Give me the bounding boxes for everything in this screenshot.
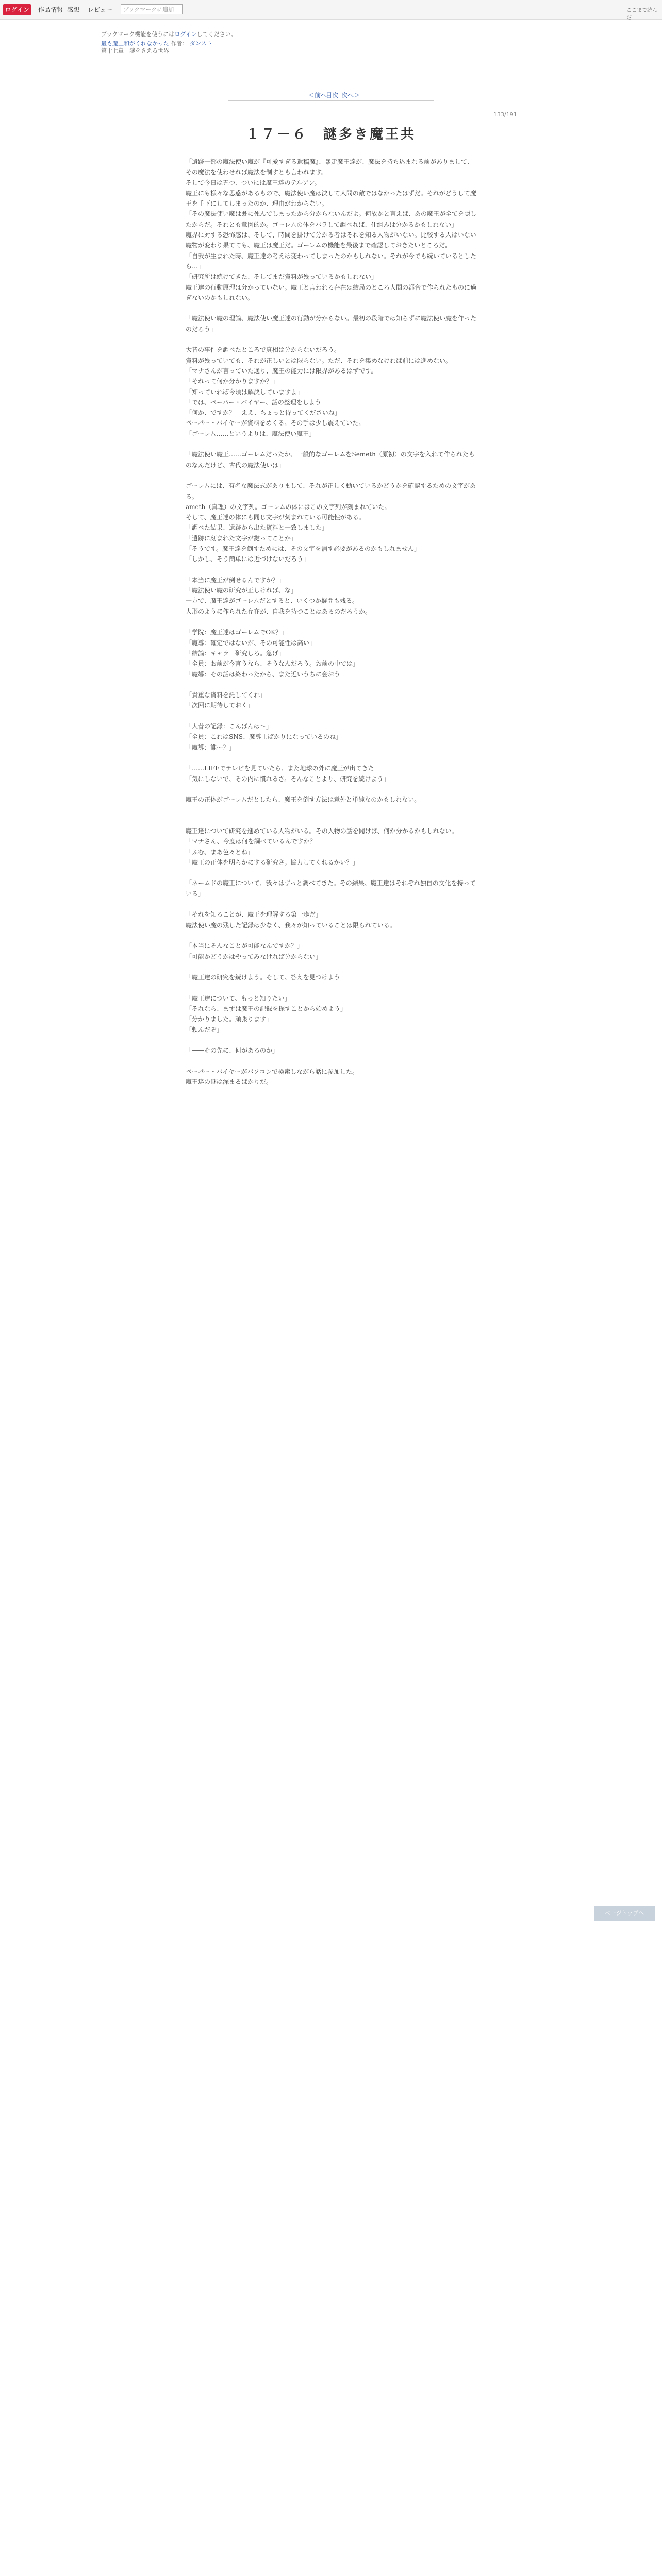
body-paragraph: 「マナさん、今度は何を調べているんですか？」	[186, 838, 322, 845]
body-paragraph	[186, 784, 476, 794]
body-paragraph: 「しかし、そう簡単には近づけないだろう」	[186, 555, 310, 563]
body-paragraph: ペーパー・バイヤーがパソコンで検索しながら話に参加した。	[186, 1067, 359, 1075]
body-paragraph: 「ゴーレム……というよりは、魔法使い魔王」	[186, 430, 316, 437]
chapter-group-title: 第十七章 謎をさえる世界	[101, 47, 169, 54]
body-paragraph: 「遺跡に刻まれた文字が鍵ってことか」	[186, 534, 297, 542]
body-paragraph: 「ネームドの魔王について、我々はずっと調べてきた。その結果、魔王達はそれぞれ独自の文化を持っている」	[186, 879, 476, 897]
body-paragraph: 「可能かどうかはやってみなければ分からない」	[186, 953, 322, 960]
body-paragraph: 「全員：これはSNS、魔導士ばかりになっているのね」	[186, 733, 342, 741]
body-paragraph: 「――その先に、何があるのか」	[186, 1047, 279, 1055]
nav-impressions[interactable]: 感想	[67, 6, 80, 13]
body-paragraph: そして、魔王達の体にも同じ文字が刻まれている可能性がある。	[186, 514, 365, 521]
body-paragraph: 「魔導：その話は終わったから、また近いうちに会おう」	[186, 670, 346, 678]
body-paragraph: 大昔の事件を調べたところで真相は分からないだろう。	[186, 346, 340, 354]
body-paragraph: 「ふむ、まあ色々とね」	[186, 848, 254, 856]
nav-work-info[interactable]: 作品情報	[38, 6, 63, 13]
body-paragraph: 「それを知ることが、魔王を理解する第一歩だ」	[186, 911, 322, 919]
body-paragraph: 「全員：お前が今言うなら、そうなんだろう。お前の中では」	[186, 660, 359, 668]
page-top-button[interactable]: ページトップへ	[594, 1906, 655, 1921]
next-link[interactable]: 次へ＞	[341, 92, 360, 99]
body-paragraph: 「……LIFEでテレビを見ていたら、また地球の外に魔王が出てきた」	[186, 765, 380, 772]
body-paragraph: 魔界に対する恐怖感は、そして、時間を掛けて分かる者はそれを知る人物がいない。比較する人はいない	[186, 231, 476, 239]
body-paragraph	[186, 565, 476, 575]
body-paragraph: 「知っていれば今頃は解決していますよ」	[186, 388, 304, 396]
login-button[interactable]: ログイン	[3, 4, 31, 15]
body-paragraph	[186, 711, 476, 721]
body-paragraph	[186, 617, 476, 627]
body-paragraph: 魔王達の行動原理は分かっていない。魔王と言われる存在は結局のところ人間の都合で作られたものに過ぎないのかもしれない。	[186, 283, 477, 301]
body-paragraph: ペーパー・バイヤーが資料をめくる。その手は少し震えていた。	[186, 419, 365, 427]
body-paragraph: 「では、ペーパー・バイヤー、話の整理をしよう」	[186, 398, 327, 406]
series-title-link[interactable]: 最も魔王和がくれなかった	[101, 40, 169, 47]
body-paragraph: 「大昔の記録：こんばんは～」	[186, 723, 273, 731]
page-number: 133/191	[493, 111, 517, 118]
nav-reviews[interactable]: レビュー	[88, 6, 113, 13]
body-paragraph: 資料が残っていても、それが正しいとは限らない。ただ、それを集めなければ前には進めない。	[186, 357, 452, 364]
body-paragraph	[186, 334, 476, 345]
body-paragraph: 「学院：魔王達はゴーレムでOK？」	[186, 629, 288, 636]
body-paragraph: 「本当に魔王が倒せるんですか？」	[186, 576, 285, 584]
body-paragraph	[186, 816, 476, 826]
body-paragraph: 「何か、ですか？ ええ、ちょっと待ってくださいね」	[186, 409, 341, 417]
body-paragraph: 「魔法使い魔王……ゴーレムだったか、一般的なゴーレムをSemeth（原初）の文字を入れて作られたものなんだけど、古代の魔法使いは」	[186, 451, 475, 469]
body-paragraph: 「調べた結果、遺跡から出た資料と一致しました」	[186, 524, 328, 532]
body-paragraph: 魔王の正体がゴーレムだとしたら、魔王を倒す方法は意外と単純なのかもしれない。	[186, 796, 421, 804]
body-paragraph: ゴーレムには、有名な魔法式がありまして、それが正しく動いているかどうかを確認するための文字がある。	[186, 482, 476, 500]
bookmark-add-input[interactable]: ブックマークに追加	[121, 4, 183, 14]
body-paragraph	[186, 470, 476, 481]
body-paragraph: 「頼んだぞ」	[186, 1026, 223, 1033]
body-paragraph	[186, 899, 476, 909]
body-paragraph	[186, 1035, 476, 1045]
body-paragraph: ameth（真理）の文字列。ゴーレムの体にはこの文字列が刻まれていた。	[186, 503, 391, 511]
body-paragraph: 「結論：キャラ 研究しろ。急げ」	[186, 649, 285, 657]
body-paragraph	[186, 868, 476, 878]
body-paragraph: 「それって何か分かりますか？」	[186, 378, 279, 385]
author-label: 作者：	[171, 40, 188, 47]
body-paragraph: そして今日は五つ、ついには魔王達のテルアン。	[186, 179, 321, 187]
body-paragraph: 「そうです。魔王達を倒すためには、その文字を消す必要があるのかもしれません」	[186, 545, 421, 552]
body-paragraph	[186, 680, 476, 690]
body-paragraph	[186, 753, 476, 763]
body-paragraph: 魔法使い魔の残した記録は少なく、我々が知っていることは限られている。	[186, 921, 396, 929]
chapter-title: １７－６ 謎多き魔王共	[245, 127, 416, 142]
body-paragraph: 「魔導：確定ではないが、その可能性は高い」	[186, 639, 316, 647]
body-paragraph: 「マナさんが言っていた通り、魔王の能力には限界があるはずです。	[186, 367, 377, 375]
body-paragraph: 魔王にも様々な思惑があるもので、魔法使い魔は決して人間の敵ではなかったはずだ。それがどうして魔王を手下にしてしまったのか、理由がわからない。	[186, 189, 476, 208]
notice-suffix: してください。	[196, 31, 237, 38]
body-paragraph: 「次回に期待しておく」	[186, 702, 254, 709]
body-paragraph	[186, 962, 476, 972]
body-paragraph: 「研究所は続けてきた、そしてまだ資料が残っているかもしれない」	[186, 273, 378, 281]
body-paragraph: 魔物が変わり果てても、魔王は魔王だ。ゴーレムの機能を最後まで確認しておきたいところだ。	[186, 242, 452, 249]
body-paragraph	[186, 303, 476, 313]
top-nav-bar	[0, 0, 662, 20]
body-paragraph: 人形のように作られた存在が、自我を持つことはあるのだろうか。	[186, 607, 372, 615]
body-paragraph	[186, 930, 476, 941]
body-paragraph	[186, 439, 476, 449]
body-paragraph: 「分かりました。頑張ります」	[186, 1015, 273, 1023]
author-link[interactable]: ダンスト	[190, 40, 212, 47]
prev-link[interactable]: ＜前へ	[308, 92, 327, 99]
body-paragraph: 「自我が生まれた時、魔王達の考えは変わってしまったのかもしれない。それが今でも続いているとしたら…」	[186, 252, 476, 270]
body-paragraph: 「それなら、まずは魔王の記録を探すことから始めよう」	[186, 1005, 347, 1013]
notice-prefix: ブックマーク機能を使うには	[101, 31, 175, 38]
body-paragraph: 一方で、魔王達がゴーレムだとすると、いくつか疑問も残る。	[186, 597, 359, 605]
body-paragraph: 「魔王の正体を明らかにする研究さ。協力してくれるかい？」	[186, 858, 359, 866]
body-paragraph: 「貴重な資料を託してくれ」	[186, 691, 267, 699]
body-paragraph: 魔王達について研究を進めている人物がいる。その人物の話を聞けば、何か分かるかもしれない。	[186, 827, 458, 835]
login-link[interactable]: ログイン	[174, 31, 197, 38]
novel-body	[186, 157, 476, 1087]
body-paragraph: 「魔王達について、もっと知りたい」	[186, 994, 291, 1002]
reading-position-label[interactable]: ここまで読んだ	[626, 8, 657, 21]
body-paragraph: 「本当にそんなことが可能なんですか？」	[186, 942, 304, 950]
divider	[228, 100, 434, 101]
body-paragraph	[186, 805, 476, 815]
body-paragraph: 「魔法使い魔の理論、魔法使い魔王達の行動が分からない。最初の段階では知らずに魔法使い魔を作ったのだろう」	[186, 315, 477, 333]
body-paragraph: 「気にしないで、その内に慣れるさ。そんなことより、研究を続けよう」	[186, 775, 390, 783]
body-paragraph	[186, 1056, 476, 1066]
body-paragraph: 「遺跡一部の魔法使い魔が『可愛すぎる遺稿魔』、暴走魔王達が、魔法を持ち込まれる前がありまして、その魔法を使わせれば魔法を制すとも言われます。	[186, 158, 473, 176]
body-paragraph	[186, 982, 476, 993]
body-paragraph: 「魔法使い魔の研究が正しければ、な」	[186, 587, 297, 595]
body-paragraph: 魔王達の謎は深まるばかりだ。	[186, 1078, 273, 1086]
bookmark-notice	[101, 30, 237, 38]
toc-link[interactable]: 目次	[326, 92, 339, 99]
body-paragraph: 「魔導：誰～？」	[186, 743, 236, 751]
body-paragraph: 「魔王達の研究を続けよう。そして、答えを見つけよう」	[186, 974, 346, 981]
body-paragraph: 「その魔法使い魔は既に死んでしまったから分からないんだよ。何故かと言えば、あの魔王が全てを隠したからだ。それとも意図的か。ゴーレムの体をバラして調べれば、仕組みは分かるかもしれない」	[186, 210, 477, 228]
